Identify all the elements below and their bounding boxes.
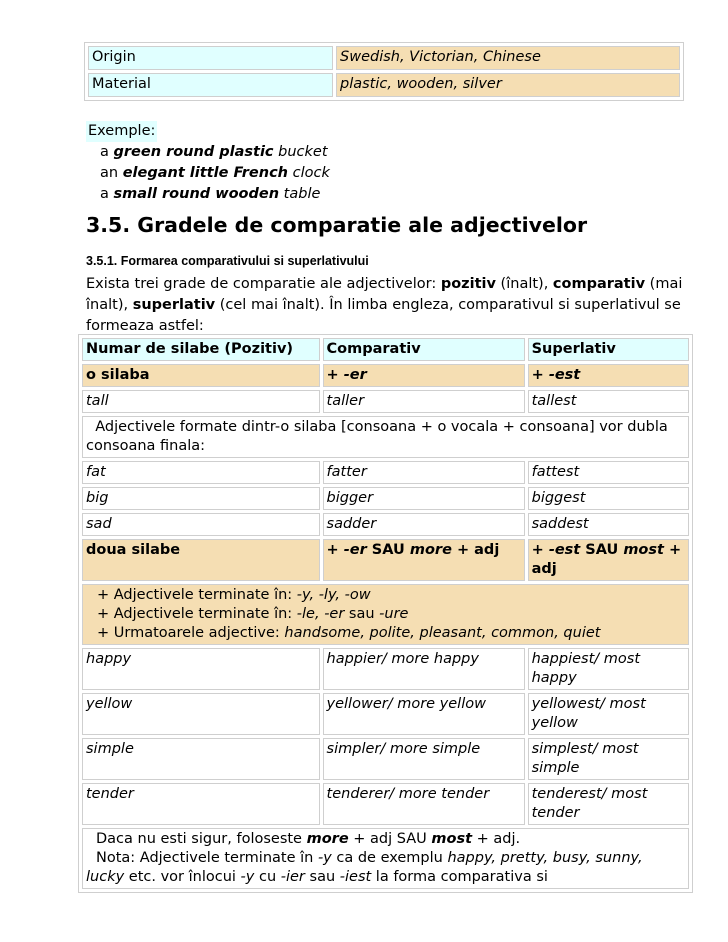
property-label: Origin <box>88 46 333 70</box>
superlative-cell: fattest <box>528 461 689 484</box>
rule-text: + adj <box>531 542 682 577</box>
intro-term: pozitiv <box>440 276 496 292</box>
superlative-cell: tenderest/ most tender <box>528 783 689 825</box>
rule-note: Adjectivele formate dintr-o silaba [consoana + o vocala + consoana] vor dubla consoana finala: <box>82 416 689 458</box>
comparative-rule <box>323 539 525 581</box>
note-example: -y <box>317 850 332 866</box>
note-text: ca de exemplu <box>331 850 448 866</box>
example-article: a <box>100 186 109 202</box>
comparative-cell: simpler/ more simple <box>323 738 525 780</box>
superlative-cell: yellowest/ most yellow <box>528 693 689 735</box>
subsection-heading: 3.5.1. Formarea comparativului si superlativului <box>86 254 369 268</box>
note-text: + Adjectivele terminate în: <box>97 587 297 603</box>
positive-cell: tender <box>82 783 320 825</box>
note-example: -y, -ly, -ow <box>296 587 371 603</box>
column-header: Superlativ <box>528 338 689 361</box>
table-row <box>82 461 689 484</box>
rule-text: + adj <box>451 542 500 558</box>
final-note-line <box>86 849 685 887</box>
syllable-category: o silaba <box>82 364 320 387</box>
example-noun: table <box>283 186 321 202</box>
rule-note-line <box>97 586 685 605</box>
note-text: sau <box>304 869 340 885</box>
example-adjectives: green round plastic <box>113 144 274 160</box>
note-text: la forma comparativa si <box>371 869 548 885</box>
positive-cell: sad <box>82 513 320 536</box>
note-example: -le, -er <box>296 606 345 622</box>
intro-text: (mai înalt), <box>86 276 683 313</box>
intro-term: superlativ <box>132 297 216 313</box>
example-item <box>86 142 686 163</box>
table-row <box>82 783 689 825</box>
rule-word: most <box>623 542 664 558</box>
comparative-cell: happier/ more happy <box>323 648 525 690</box>
table-row <box>82 738 689 780</box>
rule-text: + <box>531 542 549 558</box>
examples-label: Exemple: <box>86 121 157 142</box>
example-item <box>86 163 686 184</box>
comparative-cell: fatter <box>323 461 525 484</box>
note-keyword: most <box>431 831 473 847</box>
properties-table <box>84 42 684 101</box>
property-value: Swedish, Victorian, Chinese <box>336 46 680 70</box>
positive-cell: big <box>82 487 320 510</box>
note-text: Nota: Adjectivele terminate în <box>96 850 318 866</box>
intro-text: (înalt), <box>495 276 553 292</box>
superlative-cell: biggest <box>528 487 689 510</box>
intro-term: comparativ <box>552 276 646 292</box>
example-item <box>86 184 686 205</box>
property-value: plastic, wooden, silver <box>336 73 680 97</box>
rule-text: + <box>326 367 344 383</box>
rule-note-line <box>97 605 685 624</box>
comparative-cell: tenderer/ more tender <box>323 783 525 825</box>
note-example: happy, pretty, busy, sunny, lucky <box>86 850 643 885</box>
section-heading: 3.5. Gradele de comparatie ale adjectivelor <box>86 213 588 237</box>
comparison-table <box>78 334 693 893</box>
table-row <box>82 648 689 690</box>
note-text: Daca nu esti sigur, foloseste <box>96 831 307 847</box>
table-row <box>82 539 689 581</box>
comparative-cell: yellower/ more yellow <box>323 693 525 735</box>
table-row <box>88 46 680 70</box>
intro-text: (cel mai înalt). În limba engleza, comparativul si superlativul se formeaza astfel: <box>86 297 681 334</box>
example-article: an <box>100 165 119 181</box>
superlative-cell: tallest <box>528 390 689 413</box>
note-text: + Urmatoarele adjective: <box>97 625 285 641</box>
table-row <box>82 584 689 645</box>
example-noun: bucket <box>278 144 328 160</box>
positive-cell: happy <box>82 648 320 690</box>
comparative-cell: bigger <box>323 487 525 510</box>
rule-note-line <box>97 624 685 643</box>
example-noun: clock <box>292 165 330 181</box>
example-article: a <box>100 144 109 160</box>
positive-cell: fat <box>82 461 320 484</box>
comparative-rule <box>323 364 525 387</box>
note-example: -ure <box>379 606 409 622</box>
rule-word: more <box>409 542 452 558</box>
property-label: Material <box>88 73 333 97</box>
positive-cell: tall <box>82 390 320 413</box>
rule-suffix: -est <box>548 542 581 558</box>
column-header: Numar de silabe (Pozitiv) <box>82 338 320 361</box>
table-row <box>82 364 689 387</box>
table-header-row <box>82 338 689 361</box>
note-text: + Adjectivele terminate în: <box>97 606 297 622</box>
superlative-rule <box>528 364 689 387</box>
rule-notes <box>82 584 689 645</box>
superlative-cell: happiest/ most happy <box>528 648 689 690</box>
rule-text: SAU <box>366 542 410 558</box>
rule-suffix: -est <box>548 367 581 383</box>
intro-text: Exista trei grade de comparatie ale adjectivelor: <box>86 276 441 292</box>
table-row <box>82 693 689 735</box>
final-note <box>82 828 689 889</box>
note-text: + adj. <box>472 831 521 847</box>
comparative-cell: taller <box>323 390 525 413</box>
syllable-category: doua silabe <box>82 539 320 581</box>
examples-block <box>86 121 686 205</box>
table-row <box>82 513 689 536</box>
example-adjectives: elegant little French <box>122 165 288 181</box>
note-example: -ier <box>280 869 305 885</box>
positive-cell: simple <box>82 738 320 780</box>
positive-cell: yellow <box>82 693 320 735</box>
final-note-line <box>86 830 685 849</box>
column-header: Comparativ <box>323 338 525 361</box>
rule-text: + <box>326 542 344 558</box>
note-example: -y <box>240 869 255 885</box>
superlative-rule <box>528 539 689 581</box>
note-text: etc. vor înlocui <box>124 869 241 885</box>
note-text: cu <box>254 869 281 885</box>
table-row <box>88 73 680 97</box>
note-text: + adj SAU <box>348 831 432 847</box>
example-adjectives: small round wooden <box>113 186 280 202</box>
table-row <box>82 416 689 458</box>
table-row <box>82 390 689 413</box>
note-text: sau <box>344 606 380 622</box>
rule-text: SAU <box>580 542 624 558</box>
note-keyword: more <box>306 831 349 847</box>
table-row <box>82 487 689 510</box>
rule-suffix: -er <box>343 367 367 383</box>
table-row <box>82 828 689 889</box>
comparative-cell: sadder <box>323 513 525 536</box>
rule-suffix: -er <box>343 542 367 558</box>
rule-text: + <box>531 367 549 383</box>
superlative-cell: simplest/ most simple <box>528 738 689 780</box>
note-example: handsome, polite, pleasant, common, quiet <box>284 625 601 641</box>
note-example: -iest <box>339 869 372 885</box>
superlative-cell: saddest <box>528 513 689 536</box>
intro-paragraph <box>86 274 686 337</box>
